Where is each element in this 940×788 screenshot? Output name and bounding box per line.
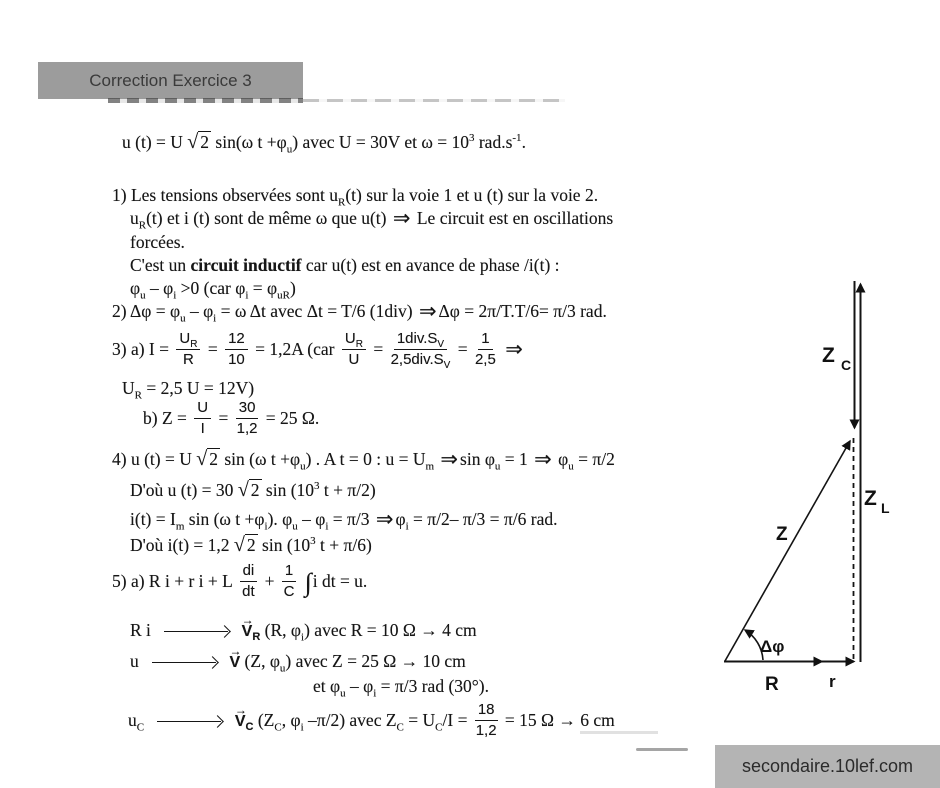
text-line: 5) a) R i + r i + L $\frac{di}{dt}$ + $\frac{1}{C}$ ∫i dt = u. — [112, 562, 368, 600]
footer-badge — [715, 745, 940, 788]
vector-notation: → V — [230, 652, 241, 674]
footer-badge-label: secondaire.10lef.com — [741, 756, 914, 776]
text-line: 4) u (t) = U √ 2 sin (ω $t +\varphi_u$) . A t = 0 : $u = U_m$ ⇒ $\sin \varphi_u = 1$ ⇒ $\varphi_u = \pi/2$ — [112, 447, 615, 473]
zl-label: Z — [864, 487, 877, 510]
text-line: D'où u (t) = 30 √ 2 $\sin (10^3$ t + π/2) — [130, 479, 376, 501]
scan-artifact-streak-light — [303, 99, 565, 102]
text-line: $U_R = 2,5$ U = 12V) — [122, 378, 255, 402]
text-line: 2) $\Delta\varphi = \varphi_u - \varphi_i = \omega$ Δt avec Δt = T/6 (1div) ⇒ Δφ = 2π/T.T/6= π/3 rad. — [112, 299, 607, 325]
text-line: 3) a) I = $\frac{U_R}{R}$ = $\frac{12}{10}$ = 1,2A (car $\frac{U_R}{U}$ = $\frac{1div.S_V}{2,5div.S_V}$ = $\frac{1}{2,5}$ ⇒ — [112, 330, 523, 371]
long-arrow-icon — [157, 711, 221, 722]
text-line: D'où i(t) = 1,2 √ 2 $\sin (10^3$ t + π/6) — [130, 534, 372, 556]
long-arrow-icon — [164, 621, 228, 632]
text-line: u → V (Z, $\varphi_u$) avec Z = 25 Ω → 10 cm — [130, 650, 466, 674]
text-line: C'est un circuit inductif car u(t) est en avance de phase /i(t) : — [130, 255, 560, 275]
r-axis-label: R — [765, 674, 779, 695]
zl-label-sub: L — [881, 500, 890, 516]
vector-notation: → $V_R$ — [242, 621, 261, 643]
vector-notation: → $V_C$ — [235, 711, 254, 733]
r-small-label: r — [829, 672, 836, 691]
text-line: $u_R(t)$ et i (t) sont de même ω que u(t) ⇒ Le circuit est en oscillations — [130, 206, 614, 232]
text-line: $\varphi_u - \varphi_i >0$ (car $\varphi_i = \varphi_{uR}$) — [130, 278, 296, 302]
text-line: b) Z = $\frac{U}{I}$ = $\frac{30}{1,2}$ = 25 Ω. — [143, 399, 320, 437]
text-line: forcées. — [130, 232, 185, 252]
scan-artifact-smudge — [580, 731, 658, 734]
z-label: Z — [776, 524, 788, 545]
phasor-diagram — [690, 258, 940, 708]
delta-phi-label: Δφ — [760, 637, 785, 656]
text-line: et $\varphi_u - \varphi_i = \pi/3$ rad (30°). — [313, 676, 489, 700]
text-line: $i(t) = I_m$ sin (ω $t +\varphi_i$). $\varphi_u - \varphi_i = \pi/3$ ⇒ $\varphi_i = \pi/2-$ π/3 = π/6 rad. — [130, 507, 558, 533]
z-vector — [725, 441, 850, 661]
scan-artifact-streak — [108, 98, 303, 103]
text-line: 1) Les tensions observées sont $u_R(t)$ sur la voie 1 et u (t) sur la voie 2. — [112, 185, 599, 209]
text-line: $u_C \to V_C$ ($Z_C$, $\varphi_i$ –π/2) avec $Z_C = U_C/I$ = $\frac{18}{1,2}$ = 15 Ω → 6 cm — [128, 703, 615, 741]
header-badge — [38, 62, 303, 99]
zc-label: Z — [822, 344, 835, 367]
text-line: u (t) = U √ 2 sin(ω $t +\varphi_u$) avec U = 30V et $\omega = 10^3$ $rad.s^{-1}$. — [122, 131, 526, 156]
header-badge-label: Correction Exercice 3 — [89, 70, 252, 90]
long-arrow-icon — [152, 652, 216, 663]
text-line: R $i \to V_R$ (R, $\varphi_i$) avec R = 10 Ω → 4 cm — [130, 619, 477, 643]
scan-artifact-dash — [636, 748, 688, 751]
zc-label-sub: C — [841, 357, 852, 373]
